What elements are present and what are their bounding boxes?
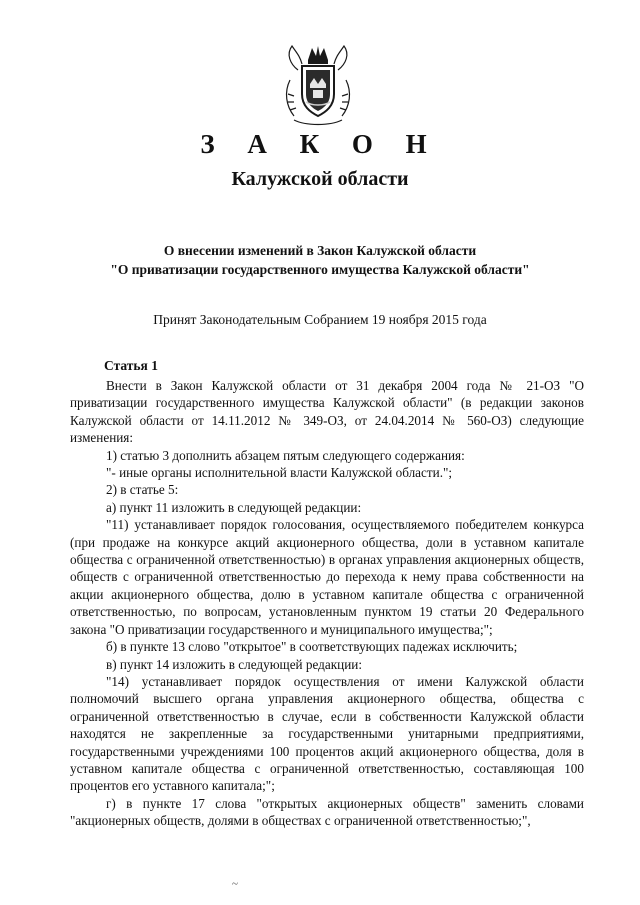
law-subject bbox=[0, 241, 640, 279]
article-paragraph: Внести в Закон Калужской области от 31 декабря 2004 года № 21-ОЗ "О приватизации государственного имущества Калужской области" (в редакции законов Калужской области от 14.11.2012 № 349-ОЗ, от 24.04.2014 № 560-ОЗ) следующие изменения: bbox=[70, 378, 584, 446]
article-heading: Статья 1 bbox=[104, 358, 158, 373]
article-paragraph: "14) устанавливает порядок осуществления от имени Калужской области полномочий высшего органа управления акционерного общества, общества с ограниченной ответственностью в случае, если в собственности Калужской области находятся не закрепленные за государственными унитарными предприятиями, государственными учреждениями 100 процентов акций акционерного общества, доля в уставном капитале общества с ограниченной ответственностью, составляющая 100 процентов его уставного капитала;"; bbox=[70, 673, 584, 794]
article-paragraph: в) пункт 14 изложить в следующей редакции: bbox=[106, 656, 362, 672]
article-paragraph: б) в пункте 13 слово "открытое" в соответствующих падежах исключить; bbox=[106, 639, 518, 655]
article-paragraph: "- иные органы исполнительной власти Калужской области."; bbox=[106, 465, 453, 481]
article-paragraph: г) в пункте 17 слова "открытых акционерных обществ" заменить словами "акционерных обществ, долями в обществах с ограниченной ответственностью;", bbox=[70, 795, 584, 829]
article-paragraph: 1) статью 3 дополнить абзацем пятым следующего содержания: bbox=[106, 447, 465, 463]
coat-of-arms-emblem bbox=[280, 40, 356, 128]
region-title: Калужской области bbox=[231, 168, 409, 190]
article-body bbox=[70, 377, 584, 830]
adoption-note: Принят Законодательным Собранием 19 ноября 2015 года bbox=[153, 312, 487, 327]
article-paragraph: а) пункт 11 изложить в следующей редакции: bbox=[106, 499, 362, 515]
law-subject-line-2: "О приватизации государственного имущества Калужской области" bbox=[110, 262, 530, 277]
document-type-title: З А К О Н bbox=[200, 129, 440, 159]
law-subject-line-1: О внесении изменений в Закон Калужской области bbox=[163, 243, 477, 258]
article-paragraph: 2) в статье 5: bbox=[106, 482, 179, 498]
article-paragraph: "11) устанавливает порядок голосования, осуществляемого победителем конкурса (при продаже на конкурсе акций акционерного общества, доли в уставном капитале общества с ограниченной ответственностью) в органах управления акционерных обществ, обществ с ограниченной ответственностью до перехода к нему права собственности на акции акционерного общества, долю в уставном капитале общества с ограниченной ответственностью, по вопросам, установленным пунктом 19 статьи 20 Федерального закона "О приватизации государственного и муниципального имущества;"; bbox=[70, 517, 584, 637]
scan-mark: ~ bbox=[232, 878, 238, 890]
